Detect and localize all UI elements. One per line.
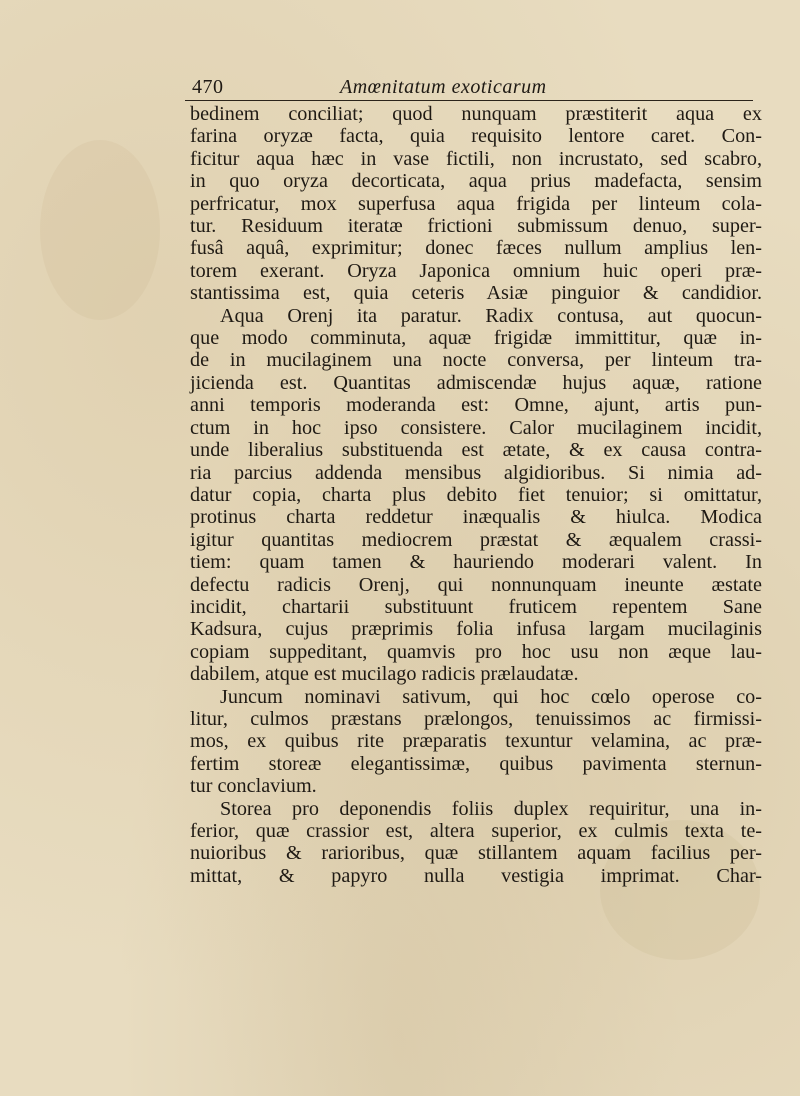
text-line: Juncum nominavi sativum, qui hoc cœlo operose co- bbox=[220, 685, 762, 708]
text-line: nuioribus & rarioribus, quæ stillantem aquam facilius per- bbox=[190, 842, 762, 865]
text-line: litur, culmos præstans prælongos, tenuissimos ac firmissi- bbox=[190, 707, 762, 730]
text-line: copiam suppeditant, quamvis pro hoc usu non æque lau- bbox=[190, 640, 762, 663]
text-line: torem exerant. Oryza Japonica omnium huic operi præ- bbox=[190, 259, 762, 282]
text-line: bedinem conciliat; quod nunquam præstiterit aqua ex bbox=[190, 103, 762, 125]
text-line: in quo oryza decorticata, aqua prius madefacta, sensim bbox=[190, 170, 762, 193]
running-head: Amœnitatum exoticarum bbox=[340, 76, 547, 98]
text-line: tiem: quam tamen & hauriendo moderari valent. In bbox=[190, 551, 762, 574]
text-line: datur copia, charta plus debito fiet tenuior; si omittatur, bbox=[190, 483, 762, 506]
text-line: Kadsura, cujus præprimis folia infusa largam mucilaginis bbox=[190, 618, 762, 641]
text-line: mos, ex quibus rite præparatis texuntur velamina, ac præ- bbox=[190, 730, 762, 753]
text-line: fertim storeæ elegantissimæ, quibus pavimenta sternun- bbox=[190, 752, 762, 775]
text-line: defectu radicis Orenj, qui nonnunquam ineunte æstate bbox=[190, 573, 762, 596]
text-line: ferior, quæ crassior est, altera superior, ex culmis texta te- bbox=[190, 820, 762, 842]
text-line: ficitur aqua hæc in vase fictili, non incrustato, sed scabro, bbox=[190, 147, 762, 170]
text-line: unde liberalius substituenda est ætate, & ex causa contra- bbox=[190, 439, 762, 462]
text-line: mittat, & papyro nulla vestigia imprimat. Char- bbox=[190, 864, 762, 887]
text-line: tur. Residuum iteratæ frictioni submissum denuo, super- bbox=[190, 215, 762, 238]
text-line: ria parcius addenda mensibus algidioribus. Si nimia ad- bbox=[190, 461, 762, 484]
body-text bbox=[190, 103, 762, 887]
page-header bbox=[190, 76, 750, 102]
header-rule bbox=[185, 100, 753, 101]
text-line: perfricatur, mox superfusa aqua frigida per linteum cola- bbox=[190, 192, 762, 215]
text-line: farina oryzæ facta, quia requisito lentore caret. Con- bbox=[190, 125, 762, 148]
page-number: 470 bbox=[192, 76, 224, 98]
text-line: Aqua Orenj ita paratur. Radix contusa, aut quocun- bbox=[220, 304, 762, 327]
text-line: tur conclavium. bbox=[190, 775, 317, 798]
text-line: que modo comminuta, aquæ frigidæ immittitur, quæ in- bbox=[190, 327, 762, 350]
text-line: ctum in hoc ipso consistere. Calor mucilaginem incidit, bbox=[190, 416, 762, 439]
text-line: jicienda est. Quantitas admiscendæ hujus aquæ, ratione bbox=[190, 371, 762, 394]
text-line: anni temporis moderanda est: Omne, ajunt, artis pun- bbox=[190, 394, 762, 417]
text-line: de in mucilaginem una nocte conversa, per linteum tra- bbox=[190, 349, 762, 372]
text-line: fusâ aquâ, exprimitur; donec fæces nullum amplius len- bbox=[190, 237, 762, 260]
text-line: Storea pro deponendis foliis duplex requiritur, una in- bbox=[220, 797, 762, 820]
text-line: incidit, chartarii substituunt fruticem repentem Sane bbox=[190, 595, 762, 618]
text-line: dabilem, atque est mucilago radicis prælaudatæ. bbox=[190, 663, 579, 686]
text-line: protinus charta reddetur inæqualis & hiulca. Modica bbox=[190, 506, 762, 529]
text-line: igitur quantitas mediocrem præstat & æqualem crassi- bbox=[190, 528, 762, 551]
paper-stain bbox=[40, 140, 160, 320]
text-line: stantissima est, quia ceteris Asiæ pinguior & candidior. bbox=[190, 282, 762, 305]
